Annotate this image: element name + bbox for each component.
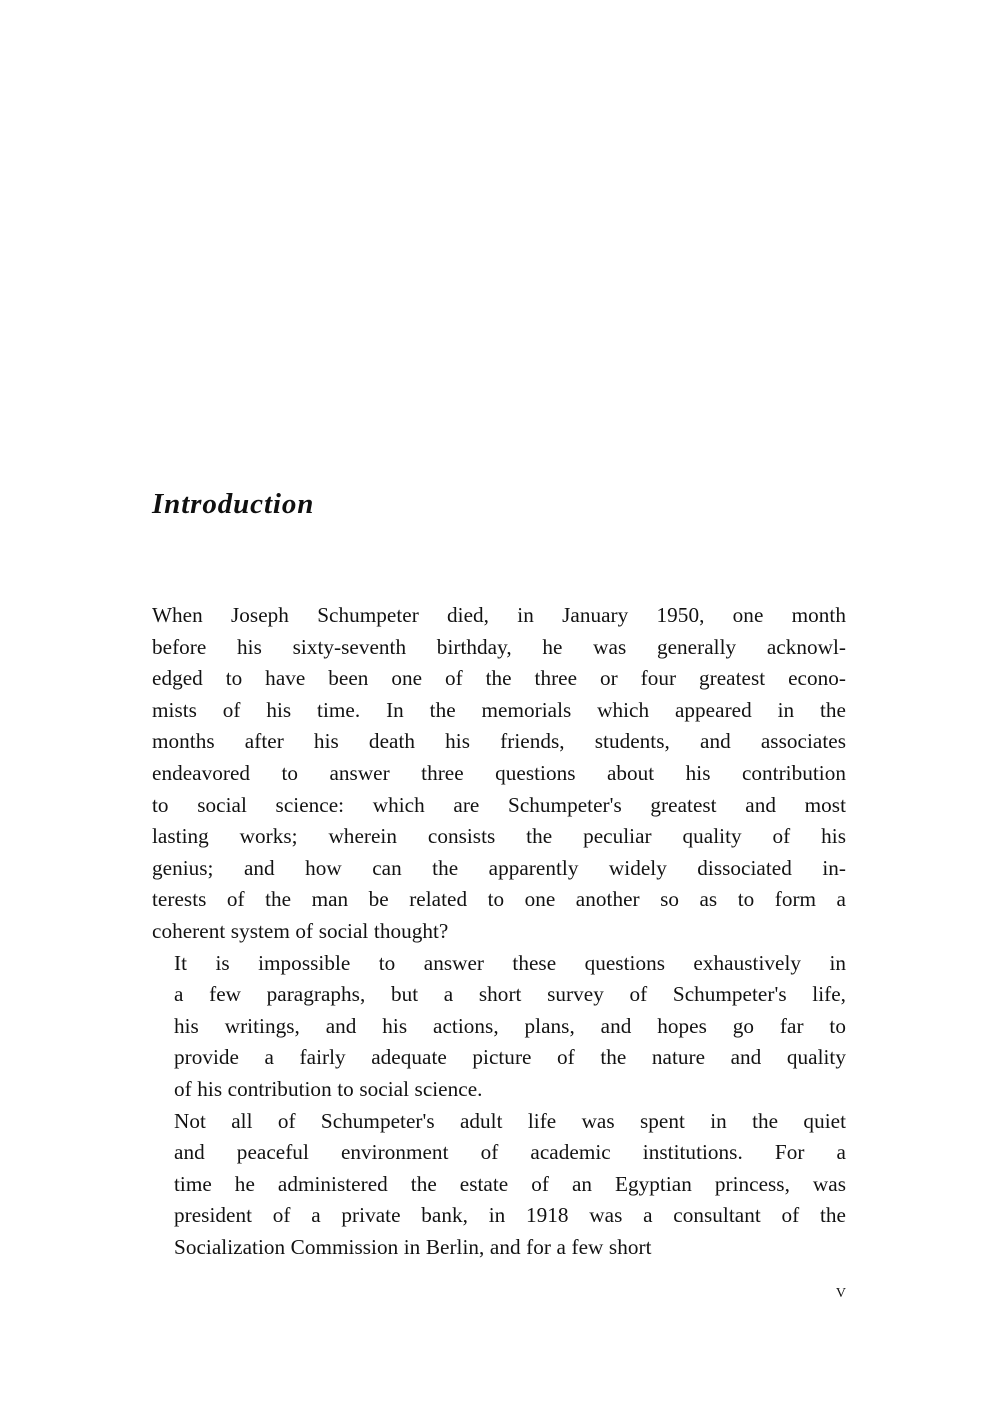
body-text-block: [152, 600, 846, 1263]
text-line: before his sixty-seventh birthday, he was generally acknowl-: [152, 634, 846, 659]
text-line: a few paragraphs, but a short survey of Schumpeter's life,: [174, 982, 846, 1007]
text-line: terests of the man be related to one another so as to form a: [152, 887, 846, 912]
text-line: his writings, and his actions, plans, and hopes go far to: [174, 1013, 846, 1038]
paragraph-3: [152, 1106, 846, 1264]
text-line: mists of his time. In the memorials which appeared in the: [152, 697, 846, 722]
text-line: of his contribution to social science.: [174, 1076, 483, 1101]
text-line: When Joseph Schumpeter died, in January 1950, one month: [152, 603, 846, 627]
text-line: endeavored to answer three questions about his contribution: [152, 760, 846, 785]
text-line: time he administered the estate of an Egyptian princess, was: [174, 1171, 846, 1196]
text-line: provide a fairly adequate picture of the nature and quality: [174, 1045, 846, 1070]
text-line: Not all of Schumpeter's adult life was spent in the quiet: [174, 1108, 846, 1133]
text-line: to social science: which are Schumpeter's greatest and most: [152, 792, 846, 817]
text-line: lasting works; wherein consists the peculiar quality of his: [152, 824, 846, 849]
paragraph-1: [152, 600, 846, 948]
page-number: v: [835, 1280, 846, 1302]
text-line: It is impossible to answer these questions exhaustively in: [174, 950, 846, 975]
text-line: months after his death his friends, students, and associates: [152, 729, 846, 754]
text-line: Socialization Commission in Berlin, and for a few short: [174, 1234, 652, 1259]
text-line: coherent system of social thought?: [152, 918, 449, 943]
text-line: edged to have been one of the three or four greatest econo-: [152, 666, 846, 691]
text-line: president of a private bank, in 1918 was a consultant of the: [174, 1203, 846, 1228]
text-line: and peaceful environment of academic institutions. For a: [174, 1140, 846, 1165]
text-line: genius; and how can the apparently widely dissociated in-: [152, 855, 846, 880]
page-title: Introduction: [152, 488, 315, 521]
paragraph-2: [152, 948, 846, 1106]
